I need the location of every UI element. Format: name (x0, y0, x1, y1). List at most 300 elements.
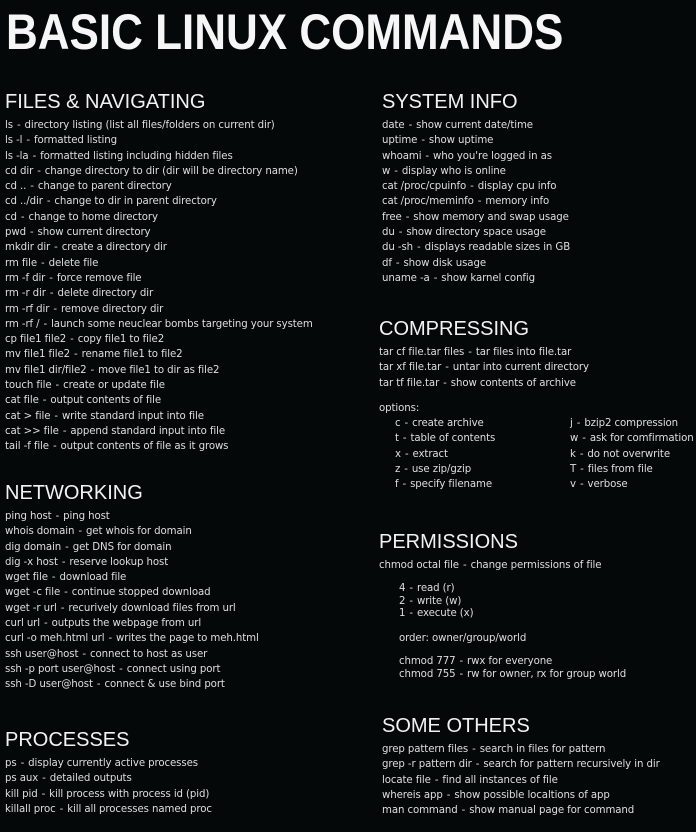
command-row (5, 302, 313, 317)
command-row (395, 431, 570, 446)
description: show memory and swap usage (413, 211, 569, 223)
chmod-examples (399, 656, 626, 681)
separator: - (404, 448, 409, 460)
description: show manual page for command (469, 805, 635, 817)
separator: - (582, 433, 586, 445)
description: connect & use bind port (104, 679, 225, 691)
command-row (5, 601, 259, 616)
description: ask for comfirmation (589, 433, 694, 445)
command-row (395, 447, 570, 462)
command: cat >> file (5, 425, 59, 437)
separator: - (470, 181, 474, 193)
command: wget -c file (5, 587, 61, 599)
description: rw for owner, rx for group world (467, 668, 627, 680)
description: create a directory dir (61, 242, 167, 254)
command: c (395, 418, 401, 430)
command-row (570, 477, 696, 492)
command: ssh -p port user@host (5, 663, 116, 675)
description: who you're logged in as (433, 150, 552, 162)
separator: - (404, 418, 409, 430)
description: formatted listing including hidden files (40, 150, 233, 162)
command-row (382, 240, 570, 255)
command-list (382, 742, 660, 818)
separator: - (30, 181, 34, 193)
command: k (570, 448, 576, 460)
command-row (382, 118, 570, 133)
description: get DNS for domain (72, 541, 172, 553)
command-row (5, 256, 313, 271)
description: extract (412, 448, 448, 460)
command-row (382, 757, 660, 772)
separator: - (41, 788, 46, 800)
separator: - (425, 150, 429, 162)
description: show uptime (428, 135, 494, 147)
command: curl -o meh.html url (5, 633, 105, 645)
command-row (5, 286, 313, 301)
separator: - (42, 773, 46, 785)
command: whereis app (382, 789, 443, 801)
command-row (395, 477, 570, 492)
description: change directory to dir (dir will be directory name) (44, 165, 298, 177)
separator: - (59, 803, 64, 815)
command: tar xf file.tar (379, 362, 442, 374)
description: display currently active processes (28, 758, 198, 769)
command: ls -la (5, 150, 29, 162)
command: ps aux (5, 773, 39, 785)
description: show current directory (37, 227, 151, 239)
separator: - (51, 572, 56, 584)
separator: - (443, 377, 447, 389)
command: z (395, 464, 401, 476)
command-row (382, 133, 570, 148)
command-row (382, 194, 570, 209)
command-row (570, 416, 696, 431)
command-row (570, 431, 696, 446)
command: mkdir dir (5, 242, 51, 254)
description: do not overwrite (587, 448, 670, 460)
description: rename file1 to file2 (81, 349, 183, 361)
separator: - (404, 464, 408, 476)
description: kill process with process id (pid) (49, 788, 210, 800)
command-row (5, 164, 313, 179)
separator: - (26, 135, 30, 147)
separator: - (475, 759, 480, 771)
command: whois domain (5, 526, 75, 538)
command-row (570, 447, 696, 462)
command-row (5, 347, 313, 362)
command-row (5, 424, 313, 439)
separator: - (53, 303, 57, 315)
description: reserve lookup host (69, 556, 169, 568)
command-row (395, 462, 570, 477)
section-networking (5, 481, 259, 693)
command-row (382, 164, 570, 179)
command: tar tf file.tar (379, 377, 440, 389)
separator: - (409, 583, 413, 595)
description: rwx for everyone (467, 656, 553, 668)
description: change permissions of file (470, 560, 602, 571)
command-row (5, 524, 259, 539)
description: find all instances of file (442, 774, 558, 786)
command-row (379, 345, 696, 360)
separator: - (42, 395, 47, 407)
description: show current date/time (416, 120, 533, 131)
options-label: options: (379, 402, 420, 414)
command: ps (5, 758, 17, 769)
separator: - (74, 349, 78, 361)
command-row (5, 570, 259, 585)
command: ssh user@host (5, 648, 79, 660)
separator: - (461, 805, 466, 817)
command: mv file1 dir/file2 (5, 364, 87, 376)
page-title: BASIC LINUX COMMANDS (6, 4, 564, 60)
separator: - (43, 318, 48, 330)
command: 1 (399, 608, 406, 620)
separator: - (65, 541, 69, 553)
command-row (5, 133, 313, 148)
description: connect to host as user (90, 648, 208, 660)
command-row (382, 803, 660, 818)
description: create or update file (63, 380, 165, 392)
command: df (382, 257, 392, 269)
command: mv file1 file2 (5, 349, 71, 361)
command: chmod 777 (399, 656, 456, 668)
command: cp file1 file2 (5, 334, 67, 346)
command-row (5, 616, 259, 631)
command-row (5, 662, 259, 677)
command: f (395, 479, 399, 491)
description: show karnel config (441, 272, 536, 284)
section-heading: NETWORKING (5, 482, 143, 504)
command: j (570, 418, 573, 430)
description: append standard input into file (70, 425, 226, 437)
separator: - (402, 479, 407, 491)
section-compressing (379, 317, 696, 493)
separator: - (20, 758, 25, 769)
command: rm -rf dir (5, 303, 50, 315)
command-row (382, 742, 660, 757)
separator: - (44, 618, 48, 630)
command: cat /proc/meminfo (382, 196, 474, 208)
separator: - (49, 288, 54, 300)
command-row (5, 210, 313, 225)
command-row (379, 376, 696, 391)
separator: - (459, 656, 464, 668)
command: cat > file (5, 410, 51, 422)
separator: - (60, 602, 65, 614)
description: files from file (587, 464, 653, 476)
description: table of contents (410, 433, 496, 445)
separator: - (477, 196, 482, 208)
command-row (382, 210, 570, 225)
command-row (5, 179, 313, 194)
separator: - (445, 362, 449, 374)
description: ping host (63, 511, 110, 522)
separator: - (55, 380, 60, 392)
description: download file (59, 572, 127, 584)
command: pwd (5, 227, 26, 239)
command-row (395, 416, 570, 431)
separator: - (16, 120, 21, 131)
separator: - (29, 227, 34, 239)
command-list (5, 756, 212, 817)
separator: - (54, 242, 58, 254)
separator: - (580, 464, 584, 476)
description: get whois for domain (85, 526, 192, 538)
description: show disk usage (403, 257, 486, 269)
separator: - (37, 165, 41, 177)
command: rm file (5, 257, 37, 269)
description: verbose (587, 479, 628, 491)
command-row (399, 583, 626, 596)
section-processes (5, 728, 212, 817)
command: du (382, 227, 395, 239)
command-row (5, 555, 259, 570)
command: dig domain (5, 541, 62, 553)
separator: - (433, 272, 438, 284)
separator: - (64, 587, 68, 599)
separator: - (394, 165, 398, 177)
command: tail -f file (5, 441, 49, 453)
description: change to home directory (28, 211, 158, 223)
command: cd ../dir (5, 196, 43, 208)
description: display cpu info (477, 181, 557, 193)
command-row (5, 393, 313, 408)
description: copy file1 to file2 (77, 334, 165, 346)
command-list (379, 345, 696, 391)
command: w (570, 433, 579, 445)
command: grep -r pattern dir (382, 759, 472, 771)
description: display who is online (401, 165, 506, 177)
description: read (r) (416, 583, 455, 595)
command: chmod 755 (399, 668, 456, 680)
section-files (5, 90, 313, 455)
command: T (570, 464, 577, 476)
command: uname -a (382, 272, 430, 284)
command: dig -x host (5, 556, 58, 568)
section-heading: SYSTEM INFO (382, 91, 518, 113)
separator: - (41, 257, 45, 269)
separator: - (579, 479, 584, 491)
command-row (382, 225, 570, 240)
command: date (382, 120, 405, 131)
description: write standard input into file (61, 410, 204, 422)
octal-list (399, 583, 626, 621)
command: ssh -D user@host (5, 679, 93, 691)
description: untar into current directory (452, 362, 589, 374)
command-row (5, 439, 313, 454)
separator: - (446, 789, 451, 801)
separator: - (459, 668, 464, 680)
command: grep pattern files (382, 744, 469, 755)
command-row (5, 756, 212, 771)
command-row (5, 363, 313, 378)
description: show directory space usage (406, 227, 546, 239)
description: outputs the webpage from url (51, 618, 202, 630)
separator: - (468, 347, 472, 358)
description: detailed outputs (49, 773, 132, 785)
separator: - (108, 633, 113, 645)
command: rm -f dir (5, 272, 46, 284)
command-row (5, 240, 313, 255)
description: write (w) (416, 595, 462, 607)
description: output contents of file as it grows (60, 441, 229, 453)
command: killall proc (5, 803, 56, 815)
separator: - (579, 448, 584, 460)
command-row (5, 585, 259, 600)
description: displays readable sizes in GB (424, 242, 571, 254)
description: force remove file (56, 272, 142, 284)
description: search for pattern recursively in dir (483, 759, 660, 771)
command: t (395, 433, 399, 445)
description: launch some neuclear bombs targeting your system (51, 318, 313, 330)
command-row (5, 771, 212, 786)
command-row (5, 647, 259, 662)
description: search in files for pattern (479, 744, 606, 755)
section-heading: FILES & NAVIGATING (5, 91, 206, 113)
separator: - (576, 418, 581, 430)
separator: - (82, 648, 86, 660)
command-row (5, 271, 313, 286)
command: ping host (5, 511, 52, 522)
separator: - (434, 774, 439, 786)
command: x (395, 448, 401, 460)
separator: - (96, 679, 101, 691)
description: move file1 to dir as file2 (98, 364, 220, 376)
command: ls -l (5, 135, 23, 147)
section-some-others (382, 714, 660, 818)
section-heading: SOME OTHERS (382, 715, 530, 737)
description: directory listing (list all files/folders on current dir) (24, 120, 275, 131)
command-row (5, 194, 313, 209)
command: cat file (5, 395, 39, 407)
command: 2 (399, 595, 406, 607)
order-note: order: owner/group/world (399, 632, 527, 644)
command-list (5, 509, 259, 693)
separator: - (32, 150, 37, 162)
command-row (5, 540, 259, 555)
command: ls (5, 120, 13, 131)
description: change to parent directory (37, 181, 172, 193)
command-row (5, 118, 313, 133)
command-row (382, 256, 570, 271)
separator: - (90, 364, 95, 376)
description: continue stopped download (71, 587, 211, 599)
command: cd .. (5, 181, 27, 193)
separator: - (472, 744, 476, 755)
options-grid (395, 416, 696, 492)
description: specify filename (410, 479, 493, 491)
command-row (5, 677, 259, 692)
description: remove directory dir (60, 303, 164, 315)
description: recurively download files from url (68, 602, 236, 614)
section-heading: COMPRESSING (379, 318, 530, 340)
separator: - (398, 227, 403, 239)
description: bzip2 compression (584, 418, 679, 430)
command-row (382, 271, 570, 286)
command-row (399, 608, 626, 621)
separator: - (49, 272, 53, 284)
command: wget -r url (5, 602, 57, 614)
separator: - (78, 526, 82, 538)
separator: - (55, 511, 60, 522)
command: 4 (399, 583, 406, 595)
command-row (5, 409, 313, 424)
separator: - (402, 433, 407, 445)
separator: - (417, 242, 421, 254)
section-heading: PERMISSIONS (379, 531, 518, 553)
command-row (399, 669, 626, 682)
description: formatted listing (33, 135, 117, 147)
description: output contents of file (50, 395, 162, 407)
command-row (5, 149, 313, 164)
command: kill pid (5, 788, 38, 800)
command-row (5, 509, 259, 524)
command-row (382, 773, 660, 788)
command: curl url (5, 618, 40, 630)
command: tar cf file.tar files (379, 347, 465, 358)
description: change to dir in parent directory (54, 196, 217, 208)
description: delete directory dir (57, 288, 154, 300)
section-permissions (379, 530, 626, 681)
description: writes the page to meh.html (116, 633, 259, 645)
command: free (382, 211, 402, 223)
command: man command (382, 805, 458, 817)
command-list (382, 118, 570, 286)
command: cat /proc/cpuinfo (382, 181, 467, 193)
separator: - (70, 334, 74, 346)
command-row (5, 317, 313, 332)
command: locate file (382, 774, 431, 786)
command-row (379, 360, 696, 375)
command: chmod octal file (379, 560, 459, 571)
description: create archive (412, 418, 484, 430)
separator: - (421, 135, 425, 147)
section-heading: PROCESSES (5, 729, 130, 751)
command: cd dir (5, 165, 34, 177)
separator: - (405, 211, 410, 223)
description: kill all processes named proc (67, 803, 212, 815)
command-row (5, 378, 313, 393)
separator: - (20, 211, 25, 223)
description: delete file (48, 257, 99, 269)
separator: - (46, 196, 51, 208)
command-list (5, 118, 313, 455)
description: connect using port (126, 663, 221, 675)
command: w (382, 165, 391, 177)
command: wget file (5, 572, 48, 584)
description: tar files into file.tar (475, 347, 572, 358)
command-row (5, 787, 212, 802)
separator: - (54, 410, 58, 422)
command: du -sh (382, 242, 414, 254)
description: use zip/gzip (411, 464, 472, 476)
command-row (382, 179, 570, 194)
description: show contents of archive (450, 377, 576, 389)
command-row (5, 225, 313, 240)
command: whoami (382, 150, 422, 162)
command-row (382, 149, 570, 164)
command: cd (5, 211, 17, 223)
description: memory info (485, 196, 550, 208)
description: execute (x) (416, 608, 474, 620)
command-row (5, 802, 212, 817)
command-row (399, 656, 626, 669)
separator: - (52, 441, 57, 453)
separator: - (408, 120, 413, 131)
command: rm -r dir (5, 288, 46, 300)
chmod-main: chmod octal file - change permissions of file (379, 560, 602, 571)
